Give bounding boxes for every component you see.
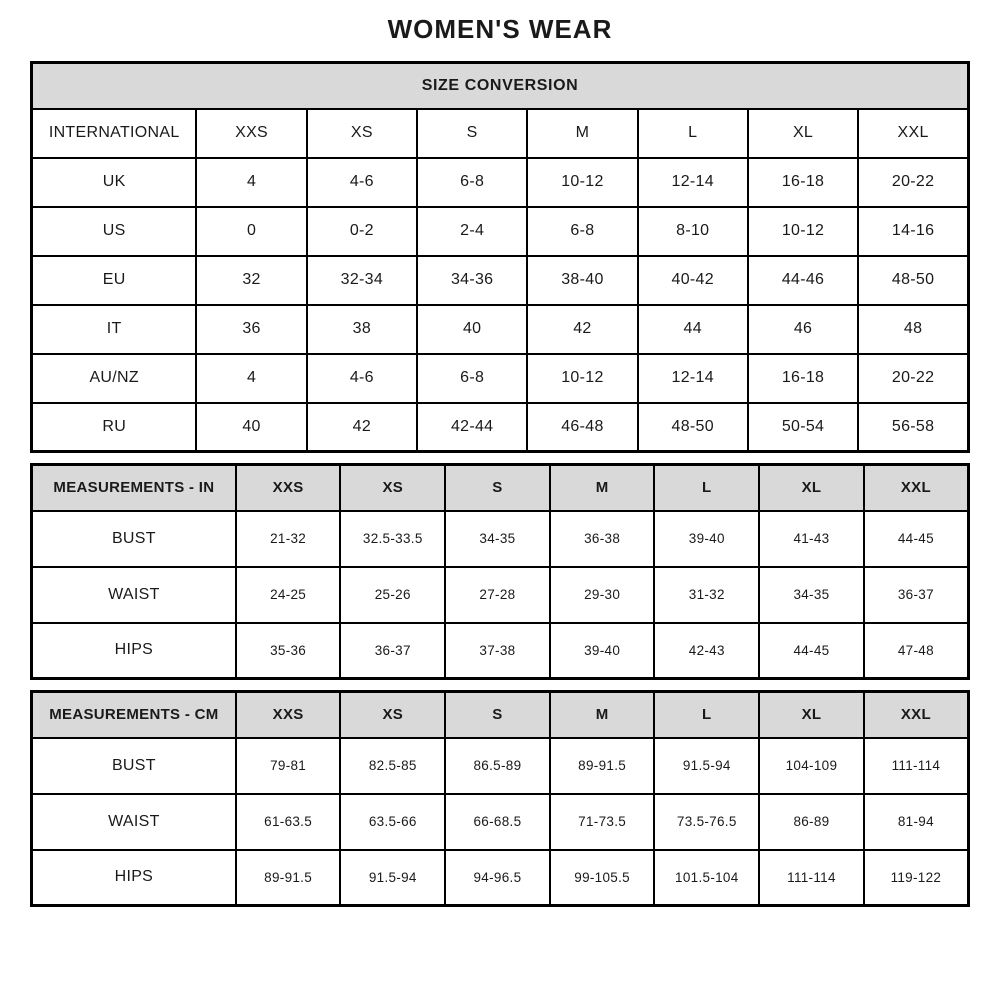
table-row xyxy=(32,738,969,794)
size-header-cell: XXS xyxy=(236,465,341,511)
banner-row xyxy=(32,63,969,109)
row-label: BUST xyxy=(32,738,236,794)
value-cell: 48 xyxy=(858,305,968,354)
value-cell: 34-35 xyxy=(759,567,864,623)
value-cell: 40-42 xyxy=(638,256,748,305)
value-cell: 82.5-85 xyxy=(340,738,445,794)
page-title: WOMEN'S WEAR xyxy=(387,14,613,44)
row-label: AU/NZ xyxy=(32,354,197,403)
table-header-label: MEASUREMENTS - CM xyxy=(32,692,236,738)
value-cell: XXS xyxy=(196,109,306,158)
size-header-cell: S xyxy=(445,465,550,511)
size-header-cell: L xyxy=(654,692,759,738)
value-cell: 73.5-76.5 xyxy=(654,794,759,850)
value-cell: 4-6 xyxy=(307,158,417,207)
size-header-cell: L xyxy=(654,465,759,511)
value-cell: 91.5-94 xyxy=(340,850,445,906)
row-label: WAIST xyxy=(32,794,236,850)
value-cell: 71-73.5 xyxy=(550,794,655,850)
value-cell: 4-6 xyxy=(307,354,417,403)
size-header-cell: XL xyxy=(759,692,864,738)
size-header-cell: XS xyxy=(340,692,445,738)
table-row xyxy=(32,109,969,158)
value-cell: 111-114 xyxy=(759,850,864,906)
value-cell: 44-45 xyxy=(864,511,969,567)
value-cell: 10-12 xyxy=(748,207,858,256)
header-row xyxy=(32,465,969,511)
value-cell: 32.5-33.5 xyxy=(340,511,445,567)
row-label: HIPS xyxy=(32,850,236,906)
value-cell: 48-50 xyxy=(858,256,968,305)
value-cell: 12-14 xyxy=(638,158,748,207)
value-cell: 35-36 xyxy=(236,623,341,679)
value-cell: 16-18 xyxy=(748,354,858,403)
value-cell: 16-18 xyxy=(748,158,858,207)
row-label: RU xyxy=(32,403,197,452)
value-cell: 40 xyxy=(417,305,527,354)
value-cell: 48-50 xyxy=(638,403,748,452)
value-cell: 44-46 xyxy=(748,256,858,305)
table-row xyxy=(32,158,969,207)
size-header-cell: S xyxy=(445,692,550,738)
value-cell: 119-122 xyxy=(864,850,969,906)
size-header-cell: XXL xyxy=(864,465,969,511)
value-cell: XXL xyxy=(858,109,968,158)
table-row xyxy=(32,511,969,567)
value-cell: 41-43 xyxy=(759,511,864,567)
table-row xyxy=(32,305,969,354)
value-cell: 42-44 xyxy=(417,403,527,452)
value-cell: 46 xyxy=(748,305,858,354)
value-cell: 89-91.5 xyxy=(550,738,655,794)
value-cell: 38-40 xyxy=(527,256,637,305)
value-cell: 4 xyxy=(196,354,306,403)
size-header-cell: M xyxy=(550,465,655,511)
row-label: EU xyxy=(32,256,197,305)
table-row xyxy=(32,623,969,679)
value-cell: 20-22 xyxy=(858,158,968,207)
value-cell: 36 xyxy=(196,305,306,354)
value-cell: 81-94 xyxy=(864,794,969,850)
size-header-cell: M xyxy=(550,692,655,738)
value-cell: 12-14 xyxy=(638,354,748,403)
table-header-label: MEASUREMENTS - IN xyxy=(32,465,236,511)
value-cell: 91.5-94 xyxy=(654,738,759,794)
table-row xyxy=(32,794,969,850)
value-cell: M xyxy=(527,109,637,158)
value-cell: 6-8 xyxy=(417,158,527,207)
size-header-cell: XS xyxy=(340,465,445,511)
value-cell: 39-40 xyxy=(550,623,655,679)
table-row xyxy=(32,567,969,623)
value-cell: 14-16 xyxy=(858,207,968,256)
size-header-cell: XXS xyxy=(236,692,341,738)
value-cell: 2-4 xyxy=(417,207,527,256)
value-cell: 111-114 xyxy=(864,738,969,794)
value-cell: 32 xyxy=(196,256,306,305)
value-cell: 79-81 xyxy=(236,738,341,794)
value-cell: 86.5-89 xyxy=(445,738,550,794)
value-cell: 40 xyxy=(196,403,306,452)
value-cell: 37-38 xyxy=(445,623,550,679)
value-cell: 0 xyxy=(196,207,306,256)
value-cell: L xyxy=(638,109,748,158)
value-cell: 34-35 xyxy=(445,511,550,567)
value-cell: 47-48 xyxy=(864,623,969,679)
value-cell: 42-43 xyxy=(654,623,759,679)
value-cell: 56-58 xyxy=(858,403,968,452)
value-cell: 6-8 xyxy=(527,207,637,256)
value-cell: 36-38 xyxy=(550,511,655,567)
value-cell: 25-26 xyxy=(340,567,445,623)
value-cell: 44-45 xyxy=(759,623,864,679)
value-cell: 24-25 xyxy=(236,567,341,623)
table-row xyxy=(32,354,969,403)
table-row xyxy=(32,256,969,305)
value-cell: 61-63.5 xyxy=(236,794,341,850)
value-cell: 50-54 xyxy=(748,403,858,452)
row-label: WAIST xyxy=(32,567,236,623)
measurements-in-table xyxy=(30,463,970,680)
row-label: UK xyxy=(32,158,197,207)
value-cell: 36-37 xyxy=(340,623,445,679)
value-cell: XL xyxy=(748,109,858,158)
value-cell: 27-28 xyxy=(445,567,550,623)
value-cell: 63.5-66 xyxy=(340,794,445,850)
table-banner: SIZE CONVERSION xyxy=(32,63,969,109)
value-cell: 6-8 xyxy=(417,354,527,403)
value-cell: 39-40 xyxy=(654,511,759,567)
value-cell: 42 xyxy=(307,403,417,452)
value-cell: 44 xyxy=(638,305,748,354)
measurements-cm-table xyxy=(30,690,970,907)
value-cell: 104-109 xyxy=(759,738,864,794)
value-cell: XS xyxy=(307,109,417,158)
value-cell: 42 xyxy=(527,305,637,354)
header-row xyxy=(32,692,969,738)
value-cell: 10-12 xyxy=(527,354,637,403)
value-cell: 0-2 xyxy=(307,207,417,256)
value-cell: 4 xyxy=(196,158,306,207)
value-cell: S xyxy=(417,109,527,158)
table-row xyxy=(32,403,969,452)
value-cell: 29-30 xyxy=(550,567,655,623)
value-cell: 20-22 xyxy=(858,354,968,403)
row-label: US xyxy=(32,207,197,256)
value-cell: 10-12 xyxy=(527,158,637,207)
value-cell: 99-105.5 xyxy=(550,850,655,906)
value-cell: 94-96.5 xyxy=(445,850,550,906)
value-cell: 34-36 xyxy=(417,256,527,305)
value-cell: 36-37 xyxy=(864,567,969,623)
value-cell: 46-48 xyxy=(527,403,637,452)
table-row xyxy=(32,207,969,256)
value-cell: 101.5-104 xyxy=(654,850,759,906)
value-cell: 31-32 xyxy=(654,567,759,623)
table-row xyxy=(32,850,969,906)
size-header-cell: XXL xyxy=(864,692,969,738)
value-cell: 8-10 xyxy=(638,207,748,256)
row-label: INTERNATIONAL xyxy=(32,109,197,158)
row-label: IT xyxy=(32,305,197,354)
value-cell: 21-32 xyxy=(236,511,341,567)
row-label: HIPS xyxy=(32,623,236,679)
value-cell: 89-91.5 xyxy=(236,850,341,906)
row-label: BUST xyxy=(32,511,236,567)
value-cell: 66-68.5 xyxy=(445,794,550,850)
size-conversion-table xyxy=(30,61,970,453)
value-cell: 86-89 xyxy=(759,794,864,850)
value-cell: 38 xyxy=(307,305,417,354)
value-cell: 32-34 xyxy=(307,256,417,305)
size-header-cell: XL xyxy=(759,465,864,511)
